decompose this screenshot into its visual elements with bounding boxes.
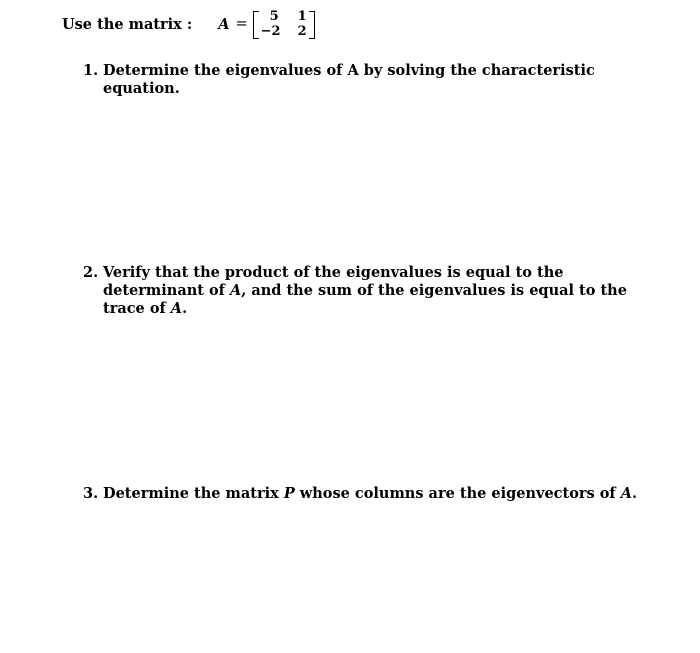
matrix-a <box>253 9 315 39</box>
matrix-variable: P <box>283 485 295 502</box>
question-text: Determine the eigenvalues of A by solving the characteristic equation. <box>103 62 595 97</box>
question-3 <box>83 485 643 503</box>
matrix-variable: A <box>170 300 183 317</box>
question-text-part: whose columns are the eigenvectors of <box>294 485 621 502</box>
question-number: 3. <box>83 485 99 502</box>
matrix-cell-r1c1: 5 <box>269 9 279 24</box>
matrix-name: A <box>218 15 230 33</box>
equals-sign: = <box>235 16 248 32</box>
question-text-part: . <box>182 300 188 317</box>
question-text-part: , and the sum of the eigenvalues is equal to the trace of <box>103 282 627 317</box>
matrix-statement <box>62 9 315 39</box>
question-text <box>103 485 643 503</box>
question-text-part: Verify that the product of the eigenvalues is equal to the determinant of <box>103 264 564 299</box>
question-number: 1. <box>83 62 99 79</box>
matrix-cell-r1c2: 1 <box>297 9 307 24</box>
question-number: 2. <box>83 264 99 281</box>
left-bracket <box>253 11 259 39</box>
question-2 <box>83 264 643 318</box>
matrix-variable: A <box>620 485 632 502</box>
matrix-variable: A <box>229 282 242 299</box>
question-text-part: Determine the matrix <box>103 485 284 502</box>
matrix-cell-r2c1: −2 <box>260 24 281 39</box>
intro-label: Use the matrix : <box>62 15 193 33</box>
right-bracket <box>309 11 315 39</box>
matrix-cell-r2c2: 2 <box>297 24 307 39</box>
question-text-part: . <box>631 485 638 502</box>
question-text <box>103 264 643 318</box>
question-1 <box>83 62 643 98</box>
